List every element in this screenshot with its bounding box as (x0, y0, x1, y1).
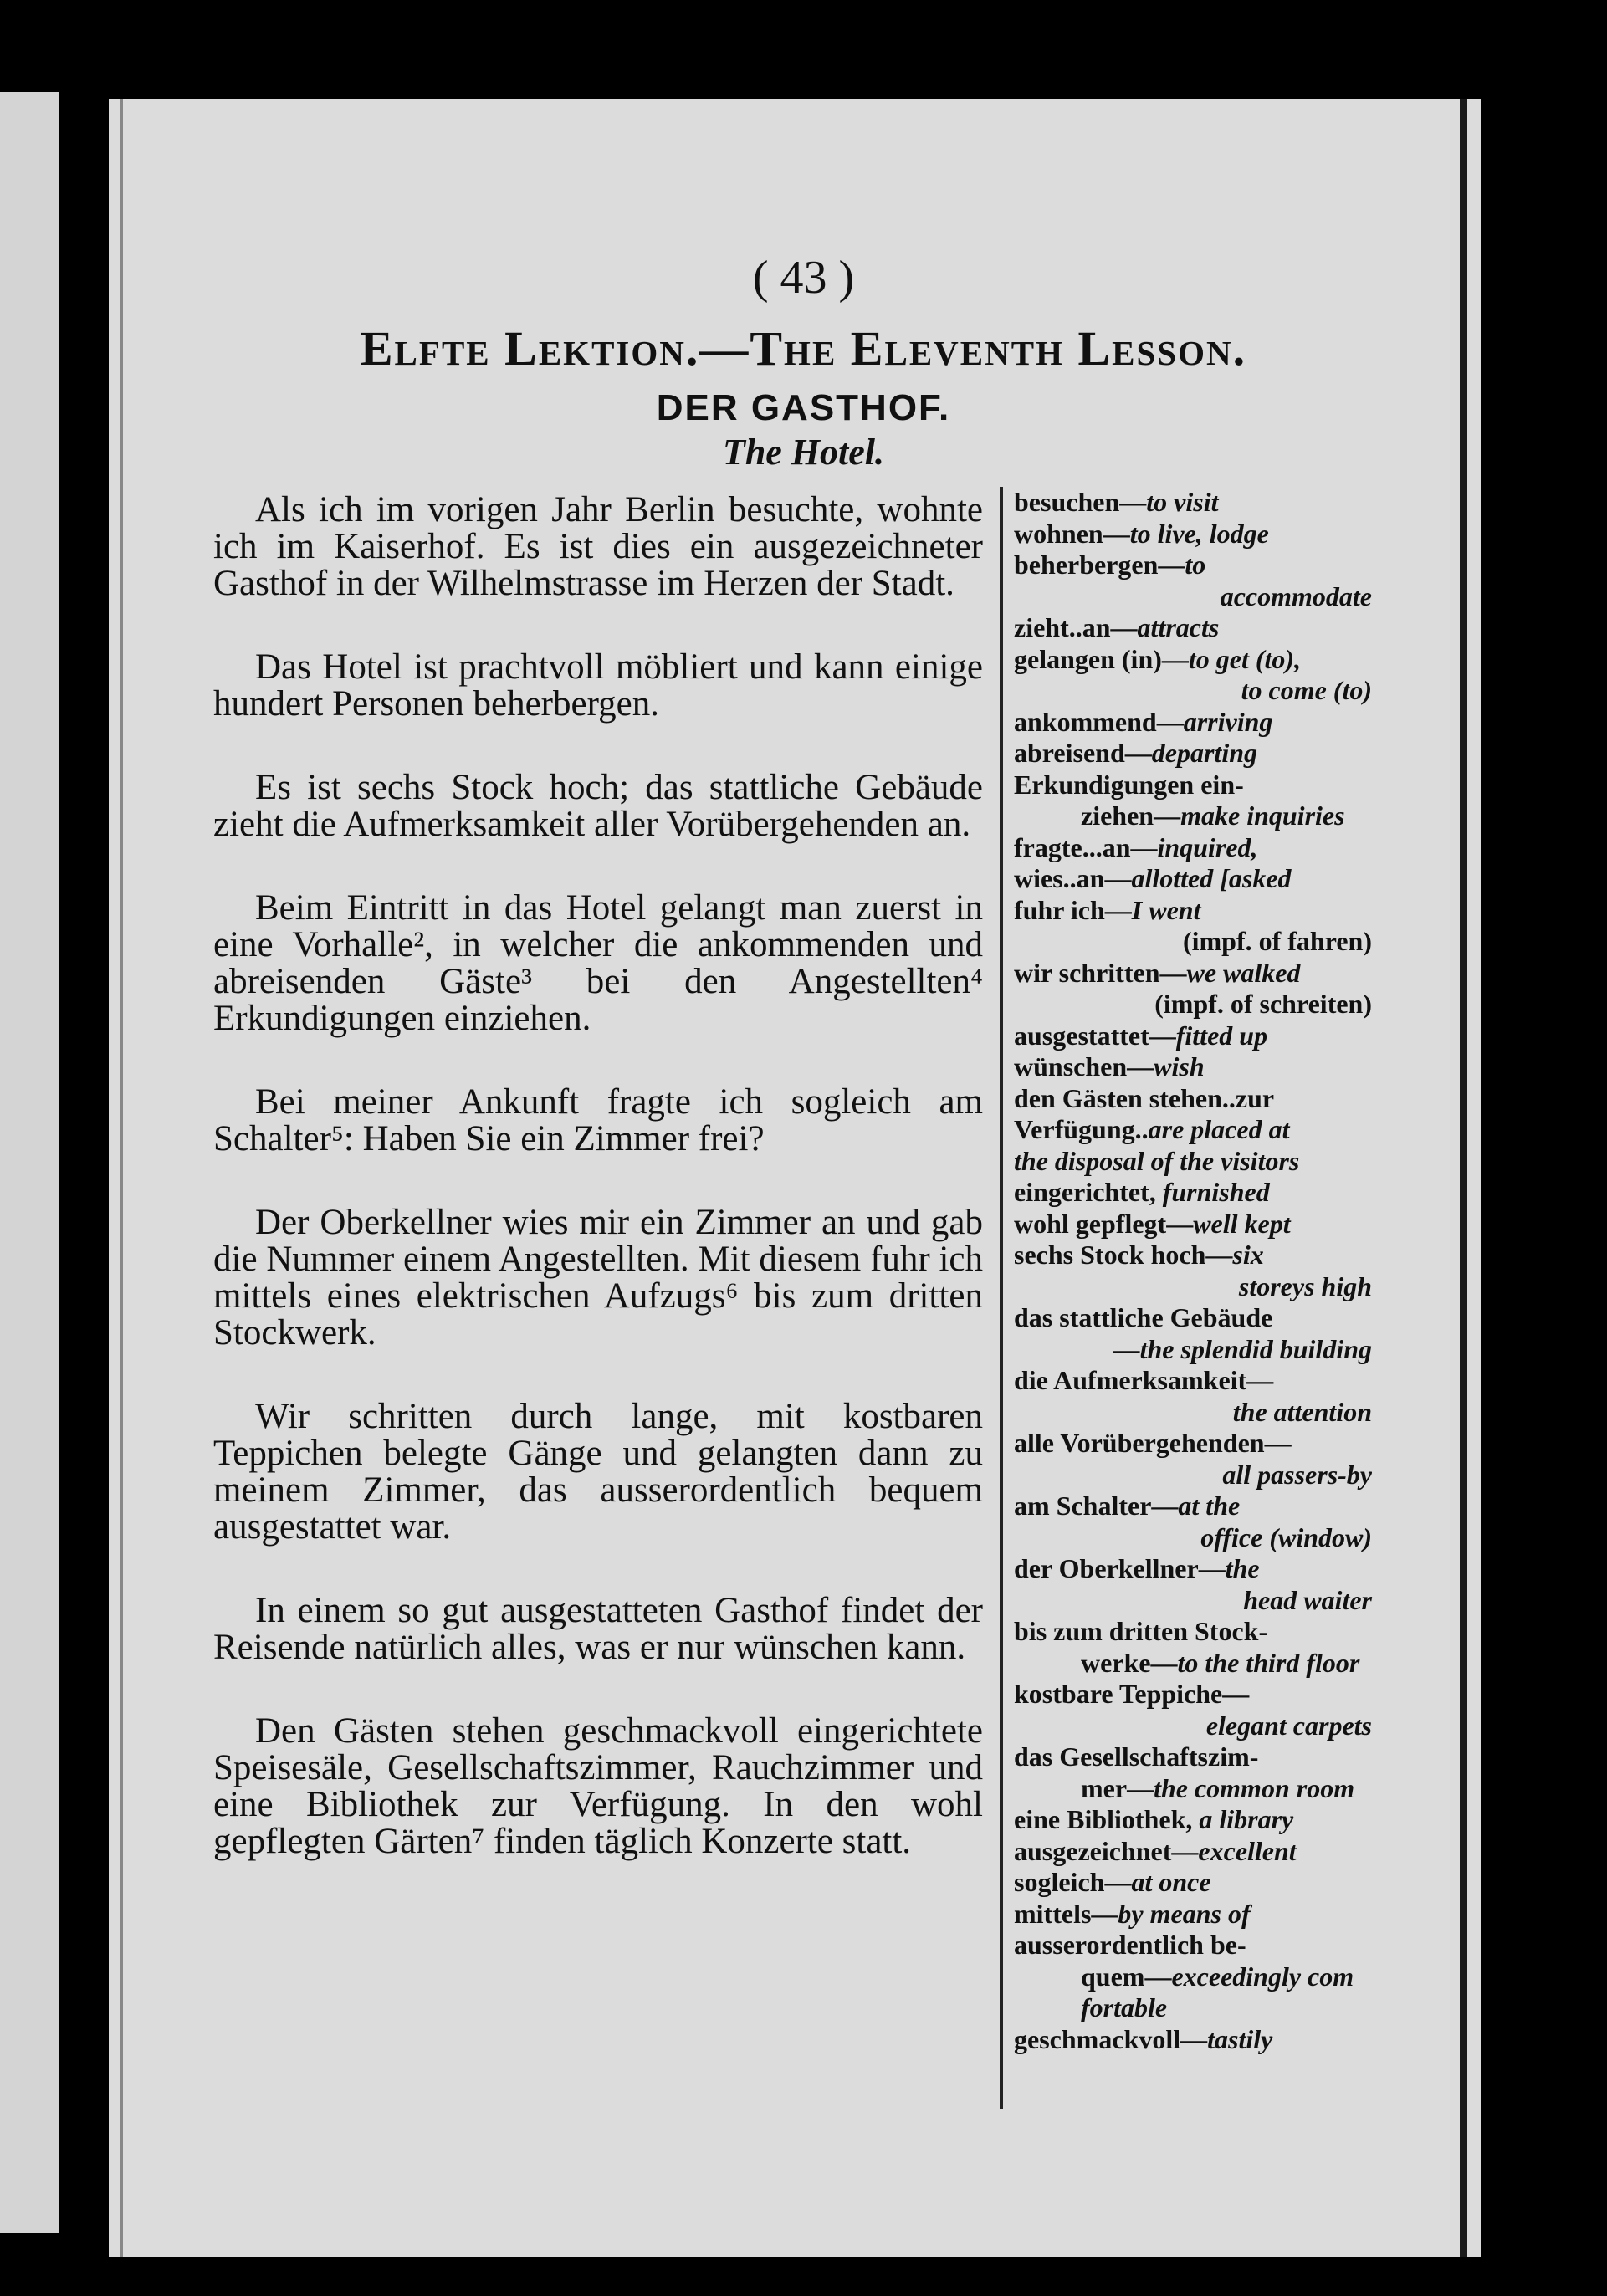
german-term: kostbare Teppiche— (1014, 1679, 1250, 1709)
english-translation: the attention (1232, 1396, 1372, 1427)
vocabulary-entry (1014, 707, 1372, 739)
english-translation: excellent (1198, 1835, 1297, 1866)
paragraph: Den Gästen stehen geschmackvoll eingerichtete Speisesäle, Gesellschaftszimmer, Rauchzimmer und eine Bibliothek zur Verfügung. In den wohl gepflegten Gärten⁷ finden täglich Konzerte statt. (213, 1711, 983, 1861)
vocabulary-entry (1014, 863, 1372, 895)
vocabulary-entry (1014, 1114, 1372, 1146)
vocabulary-entry (1014, 644, 1372, 676)
english-translation: I went (1131, 894, 1201, 925)
german-term: der Oberkellner— (1014, 1553, 1226, 1583)
vocabulary-entry (1014, 519, 1372, 550)
paragraph: Bei meiner Ankunft fragte ich sogleich am Schalter⁵: Haben Sie ein Zimmer frei? (213, 1082, 983, 1158)
english-translation: office (window) (1200, 1521, 1372, 1552)
vocabulary-entry (1014, 989, 1372, 1020)
german-term: eine Bibliothek, (1014, 1804, 1200, 1834)
english-translation: well kept (1193, 1208, 1291, 1239)
paragraph: In einem so gut ausgestatteten Gasthof findet der Reisende natürlich alles, was er nur wünschen kann. (213, 1591, 983, 1667)
english-translation: to the third floor (1177, 1647, 1360, 1678)
paragraph: Das Hotel ist prachtvoll möbliert und kann einige hundert Personen beherbergen. (213, 647, 983, 724)
vocabulary-entry (1014, 832, 1372, 864)
english-translation: the common room (1154, 1772, 1355, 1803)
english-translation: make inquiries (1180, 800, 1345, 831)
vocabulary-entry (1014, 1836, 1372, 1868)
english-translation: at once (1131, 1867, 1211, 1897)
german-term: fragte...an— (1014, 831, 1158, 862)
english-translation: are placed at (1148, 1114, 1290, 1144)
english-translation: tastily (1207, 2023, 1273, 2054)
vocabulary-column (1014, 487, 1372, 2055)
vocabulary-entry (1014, 612, 1372, 644)
english-translation: allotted [asked (1131, 863, 1292, 893)
german-term: werke— (1081, 1647, 1178, 1678)
vocabulary-entry (1014, 1397, 1372, 1429)
vocabulary-entry (1014, 1020, 1372, 1052)
vocabulary-entry (1014, 1083, 1372, 1115)
english-translation: elegant carpets (1205, 1710, 1372, 1741)
vocabulary-entry (1014, 1271, 1372, 1303)
german-term: wünschen— (1014, 1051, 1154, 1082)
vocabulary-entry (1014, 1961, 1372, 1993)
german-term: wies..an— (1014, 863, 1132, 893)
vocabulary-entry (1014, 1365, 1372, 1397)
english-translation: exceedingly com (1171, 1961, 1354, 1992)
paragraph: Es ist sechs Stock hoch; das stattliche Gebäude zieht die Aufmerksamkeit aller Vorübergehenden an. (213, 768, 983, 844)
german-term: mer— (1081, 1772, 1154, 1803)
vocabulary-entry (1014, 1460, 1372, 1491)
vocabulary-entry (1014, 1992, 1372, 2024)
german-term: sogleich— (1014, 1867, 1132, 1897)
german-term: ausserordentlich be- (1014, 1930, 1246, 1960)
vocabulary-entry (1014, 1616, 1372, 1648)
vocabulary-entry (1014, 1741, 1372, 1773)
german-term: am Schalter— (1014, 1491, 1179, 1521)
german-term: fuhr ich— (1014, 894, 1132, 925)
paragraph: Als ich im vorigen Jahr Berlin besuchte, wohnte ich im Kaiserhof. Es ist dies ein ausgezeichneter Gasthof in der Wilhelmstrasse im Herzen der Stadt. (213, 490, 983, 603)
vocabulary-entry (1014, 958, 1372, 989)
main-text (213, 492, 983, 1907)
english-translation: at the (1178, 1491, 1241, 1521)
english-translation: by means of (1118, 1898, 1251, 1929)
english-translation: accommodate (1220, 580, 1372, 611)
vocabulary-entry (1014, 487, 1372, 519)
column-divider (1000, 487, 1003, 2109)
page-number: ( 43 ) (752, 252, 855, 304)
vocabulary-entry (1014, 1679, 1372, 1710)
english-translation: six (1232, 1240, 1264, 1270)
paragraph: Wir schritten durch lange, mit kostbaren Teppichen belegte Gänge und gelangten dann zu meinem Zimmer, das ausserordentlich bequem ausgestattet war. (213, 1397, 983, 1547)
german-term: (impf. of fahren) (1182, 926, 1372, 956)
vocabulary-entry (1014, 550, 1372, 581)
german-term: die Aufmerksamkeit— (1014, 1365, 1274, 1395)
german-term: sechs Stock hoch— (1014, 1240, 1233, 1270)
vocabulary-entry (1014, 2024, 1372, 2056)
german-term: quem— (1081, 1961, 1172, 1992)
english-translation: head waiter (1243, 1584, 1372, 1615)
english-translation: to (1185, 550, 1206, 580)
english-translation: furnished (1162, 1177, 1270, 1207)
vocabulary-entry (1014, 1804, 1372, 1836)
german-term: bis zum dritten Stock- (1014, 1616, 1268, 1646)
english-translation: inquired, (1157, 831, 1258, 862)
vocabulary-entry (1014, 1585, 1372, 1617)
vocabulary-entry (1014, 581, 1372, 613)
vocabulary-entry (1014, 1710, 1372, 1742)
vocabulary-entry (1014, 1428, 1372, 1460)
vocabulary-entry (1014, 1899, 1372, 1930)
english-translation: to visit (1146, 487, 1219, 517)
vocabulary-entry (1014, 1553, 1372, 1585)
vocabulary-entry (1014, 1773, 1372, 1805)
vocabulary-entry (1014, 1177, 1372, 1209)
german-term: das Gesellschaftszim- (1014, 1741, 1259, 1772)
english-translation: to live, lodge (1129, 518, 1269, 549)
german-term: wohnen— (1014, 518, 1130, 549)
german-term: wohl gepflegt— (1014, 1208, 1194, 1239)
vocabulary-entry (1014, 738, 1372, 770)
german-term: das stattliche Gebäude (1014, 1302, 1273, 1332)
english-translation: fortable (1081, 1992, 1168, 2022)
german-term: besuchen— (1014, 487, 1147, 517)
vocabulary-entry (1014, 1867, 1372, 1899)
german-term: (impf. of schreiten) (1154, 989, 1372, 1019)
german-term: ausgestattet— (1014, 1020, 1176, 1051)
english-translation: fitted up (1175, 1020, 1268, 1051)
vocabulary-entry (1014, 1240, 1372, 1271)
german-term: wir schritten— (1014, 957, 1187, 988)
german-term: geschmackvoll— (1014, 2023, 1208, 2054)
german-term: beherbergen— (1014, 550, 1185, 580)
german-section-title: DER GASTHOF. (656, 387, 951, 428)
english-translation: all passers-by (1222, 1459, 1372, 1490)
german-term: zieht..an— (1014, 612, 1138, 642)
english-translation: the (1225, 1553, 1260, 1583)
vocabulary-entry (1014, 800, 1372, 832)
english-section-title: The Hotel. (722, 432, 885, 473)
vocabulary-entry (1014, 1302, 1372, 1334)
german-term: Erkundigungen ein- (1014, 769, 1244, 800)
german-term: den Gästen stehen..zur (1014, 1082, 1275, 1113)
english-translation: we walked (1186, 957, 1301, 988)
vocabulary-entry (1014, 1648, 1372, 1680)
english-translation: to get (to), (1188, 643, 1302, 674)
english-translation: arriving (1183, 706, 1273, 737)
vocabulary-entry (1014, 926, 1372, 958)
german-term: mittels— (1014, 1898, 1118, 1929)
english-translation: to come (to) (1241, 675, 1372, 705)
german-term: alle Vorübergehenden— (1014, 1428, 1292, 1458)
german-term: Verfügung.. (1014, 1114, 1149, 1144)
german-term: eingerichtet, (1014, 1177, 1163, 1207)
english-translation: wish (1154, 1051, 1205, 1082)
vocabulary-entry (1014, 1051, 1372, 1083)
vocabulary-entry (1014, 1209, 1372, 1240)
english-translation: the disposal of the visitors (1014, 1145, 1300, 1176)
english-translation: —the splendid building (1113, 1333, 1372, 1364)
german-term: ausgezeichnet— (1014, 1835, 1199, 1866)
english-translation: a library (1199, 1804, 1294, 1834)
vocabulary-entry (1014, 895, 1372, 927)
vocabulary-entry (1014, 1522, 1372, 1554)
german-term: gelangen (in)— (1014, 643, 1189, 674)
english-translation: departing (1151, 738, 1257, 768)
vocabulary-entry (1014, 675, 1372, 707)
vocabulary-entry (1014, 770, 1372, 801)
english-translation: storeys high (1238, 1271, 1372, 1301)
lesson-title: Elfte Lektion.—The Eleventh Lesson. (360, 321, 1247, 376)
english-translation: attracts (1137, 612, 1220, 642)
paragraph: Beim Eintritt in das Hotel gelangt man zuerst in eine Vorhalle², in welcher die ankommenden und abreisenden Gäste³ bei den Angestellten⁴ Erkundigungen einziehen. (213, 888, 983, 1038)
vocabulary-entry (1014, 1146, 1372, 1178)
vocabulary-entry (1014, 1930, 1372, 1961)
paragraph: Der Oberkellner wies mir ein Zimmer an und gab die Nummer einem Angestellten. Mit diesem fuhr ich mittels eines elektrischen Aufzugs⁶ bis zum dritten Stockwerk. (213, 1203, 983, 1353)
german-term: abreisend— (1014, 738, 1152, 768)
german-term: ankommend— (1014, 706, 1184, 737)
vocabulary-entry (1014, 1491, 1372, 1522)
german-term: ziehen— (1081, 800, 1181, 831)
vocabulary-entry (1014, 1334, 1372, 1366)
